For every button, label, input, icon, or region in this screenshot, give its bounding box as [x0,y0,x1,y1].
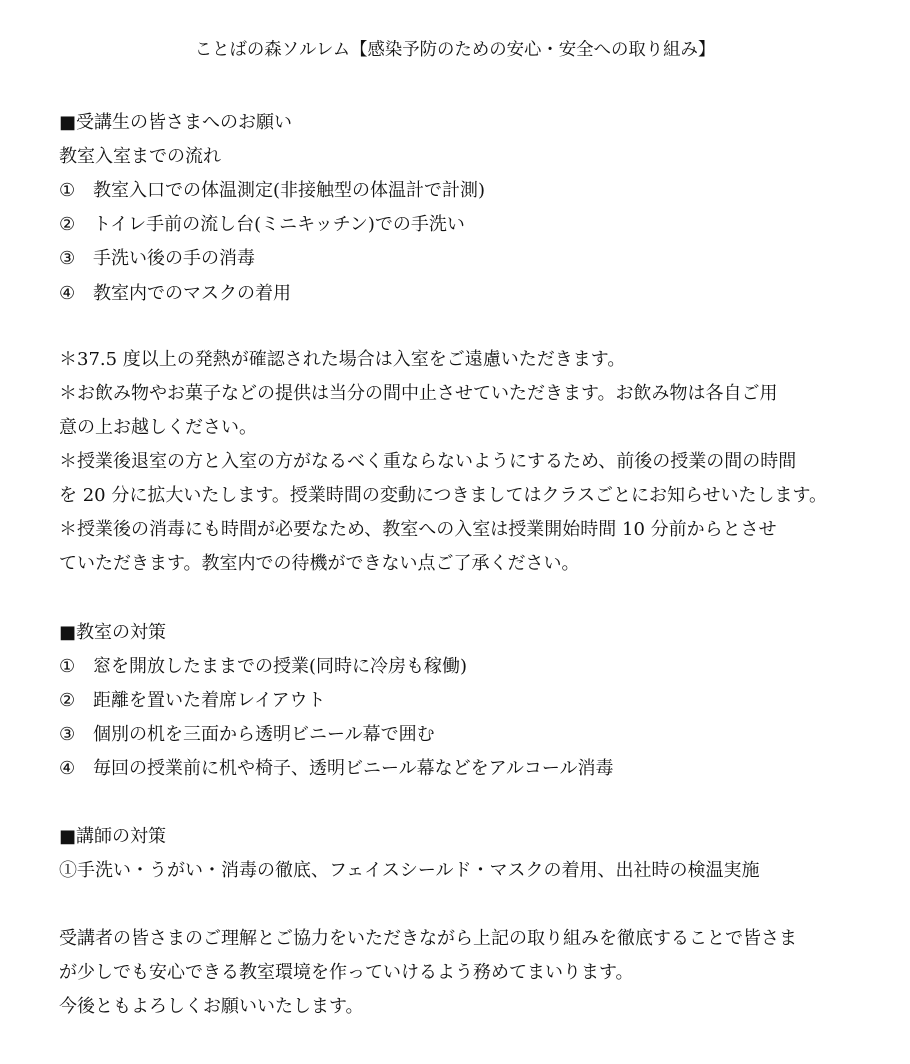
note-line: を 20 分に拡大いたします。授業時間の変動につきましてはクラスごとにお知らせいたします。 [59,485,828,506]
list-item [59,686,326,716]
closing-line: が少しでも安心できる教室環境を作っていけるよう務めてまいります。 [59,962,634,983]
list-item [59,720,435,750]
list-number: ④ [59,758,76,779]
section-heading-classroom: ■教室の対策 [59,622,167,643]
list-number: ① [59,656,76,677]
list-text: 窓を開放したままでの授業(同時に冷房も稼働) [93,656,468,677]
closing-line: 今後ともよろしくお願いいたします。 [59,996,364,1017]
list-text: 個別の机を三面から透明ビニール幕で囲む [93,724,435,745]
list-item [59,176,485,206]
flow-title: 教室入室までの流れ [59,146,221,167]
list-text: 手洗い後の手の消毒 [93,248,255,269]
note-line: ＊お飲み物やお菓子などの提供は当分の間中止させていただきます。お飲み物は各自ご用 [59,383,778,404]
list-number: ③ [59,724,76,745]
list-number: ③ [59,248,76,269]
list-number: ② [59,690,76,711]
list-text: 距離を置いた着席レイアウト [93,690,326,711]
list-text: 教室内でのマスクの着用 [93,283,291,304]
note-line: ＊授業後退室の方と入室の方がなるべく重ならないようにするため、前後の授業の間の時間 [59,451,797,472]
closing-line: 受講者の皆さまのご理解とご協力をいただきながら上記の取り組みを徹底することで皆さま [59,928,797,949]
list-number: ① [59,180,76,201]
list-text: トイレ手前の流し台(ミニキッチン)での手洗い [93,214,465,235]
list-text: 毎回の授業前に机や椅子、透明ビニール幕などをアルコール消毒 [93,758,614,779]
document-title: ことばの森ソルレム【感染予防のための安心・安全への取り組み】 [194,40,716,60]
list-text: 教室入口での体温測定(非接触型の体温計で計測) [93,180,486,201]
note-line: ＊37.5 度以上の発熱が確認された場合は入室をご遠慮いただきます。 [59,349,626,370]
list-item [59,754,614,784]
note-line: 意の上お越しください。 [59,417,257,438]
list-item [59,210,465,240]
list-number: ④ [59,283,76,304]
section-heading-teachers: ■講師の対策 [59,826,167,847]
note-line: ＊授業後の消毒にも時間が必要なため、教室への入室は授業開始時間 10 分前からとさせ [59,519,777,540]
note-line: ていただきます。教室内での待機ができない点ご了承ください。 [59,553,580,574]
list-item [59,244,255,274]
list-number: ② [59,214,76,235]
section-heading-students: ■受講生の皆さまへのお願い [59,112,293,133]
list-item [59,652,467,682]
teacher-item: ①手洗い・うがい・消毒の徹底、フェイスシールド・マスクの着用、出社時の検温実施 [59,860,760,881]
list-item [59,279,291,309]
